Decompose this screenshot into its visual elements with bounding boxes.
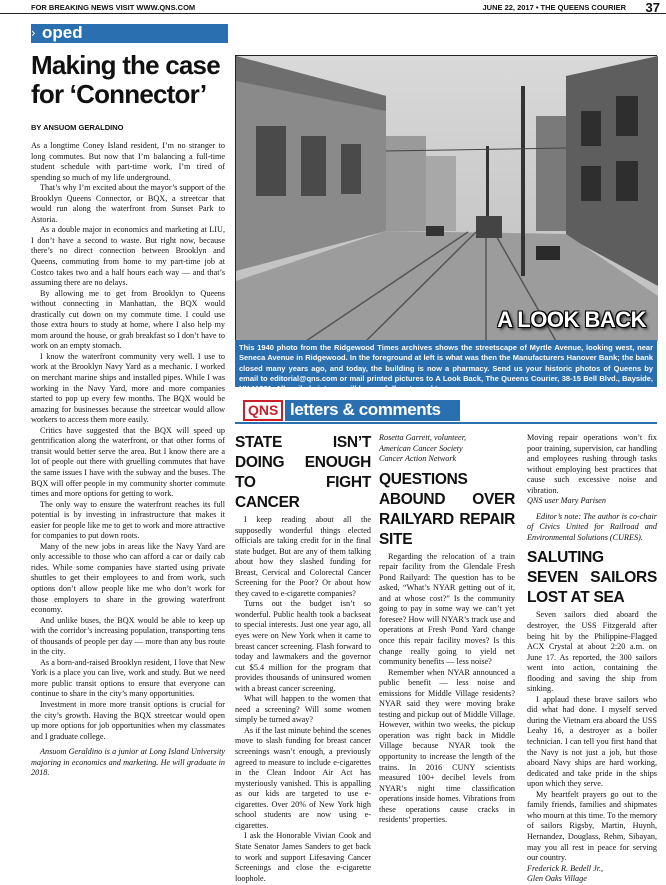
article-byline: BY ANSUOM GERALDINO xyxy=(31,123,124,132)
section-label: oped xyxy=(42,23,83,42)
letter-headline: STATE ISN’T DOING ENOUGH TO FIGHT CANCER xyxy=(235,434,371,511)
letter-signature-line: Frederick R. Bedell Jr., xyxy=(527,863,604,873)
letter-paragraph: As if the last minute behind the scenes move to slash funding for breast cancer screenings wasn’t enough, a previously agreed to measure to include e-cigarettes in the Clean Indoor Air Act has mysteriously vanished. This is appalling as our kids are targeted to use e-cigarettes. Over 20% of New York high school students are now using e-cigarettes. xyxy=(235,725,371,830)
letter-paragraph: Turns out the budget isn’t so wonderful. Public health took a backseat to special interests. Just one year ago, all eyes were on New York when it came to breast cancer screening. Flash forward to today and lawmakers and the governor cut $5.4 million for the program that provides thousands of uninsured women with a breast cancer screening. xyxy=(235,599,371,693)
article-paragraph: As a double major in economics and marketing at LIU, I don’t have a second to waste. But right now, because there’s no direct connection between Brooklyn and Queens, commuting from home to my part-time job at Costco takes two and a half hours each way — and that’s assuming there are no delays. xyxy=(31,225,225,288)
street-scene-illustration xyxy=(236,56,658,341)
letters-section-banner xyxy=(235,397,657,424)
author-bio: Ansuom Geraldino is a junior at Long Island University majoring in economics and marketing. He will graduate in 2018. xyxy=(31,747,225,778)
qns-logo: QNS xyxy=(243,400,283,421)
letter-signature-line: QNS user Mary Parisen xyxy=(527,496,606,506)
article-paragraph: Many of the new jobs in areas like the Navy Yard are only accessible to those who can afford a car or daily cab rides. While some companies have started using private shuttles to get their employees to and from work, such options don’t allow people like me who don’t work for those employers to share in the growing waterfront economy. xyxy=(31,541,225,615)
chevron-right-icon: › xyxy=(31,26,36,40)
letter-paragraph: I keep reading about all the supposedly wonderful things elected officials are taking credit for in the final state budget. But are any of them talking about how they slashed funding for Breast, Cervical and Colorectal Cancer Screening for the Poor? Or about how they caved to e-cigarette companies? xyxy=(235,515,371,598)
article-paragraph: That’s why I’m excited about the mayor’s support of the Brooklyn Queens Connector, or BQX, a streetcar that would run along the waterfront from Sunset Park to Astoria. xyxy=(31,183,225,224)
article-paragraph: By allowing me to get from Brooklyn to Queens without connecting in Manhattan, the BQX would drastically cut down on my commute time. I could use those extra hours to study at home, where I also help my mom around the house, or grab breakfast so I don’t have to work on an empty stomach. xyxy=(31,288,225,351)
article-body xyxy=(31,141,225,779)
article-headline: Making the case for ‘Connector’ xyxy=(31,50,220,109)
letter-headline: SALUTING SEVEN SAILORS LOST AT SEA xyxy=(527,549,657,607)
article-paragraph: I know the waterfront community very well. I use to work at the Brooklyn Navy Yard as a mechanic. I worked on merchant marine ships and installed pipes. While I was working in the Navy Yard, more and more companies started to pop up every few months. The BQX would be amazing for businesses because the streetcar would allow workers to access them more easily. xyxy=(31,351,225,425)
letters-column-right xyxy=(527,433,657,885)
header-date-publication: JUNE 22, 2017 • THE QUEENS COURIER xyxy=(482,3,626,12)
article-paragraph: As a longtime Coney Island resident, I’m no stranger to long commutes. But now that I’m balancing a full-time student schedule with part-time work, I’m tired of spending so much of my life underground. xyxy=(31,141,225,182)
letter-paragraph: What will happen to the women that need a screening? Will some women simply be turned away? xyxy=(235,694,371,725)
page-number: 37 xyxy=(645,0,660,15)
a-look-back-title: A LOOK BACK xyxy=(497,307,646,332)
letter-paragraph: My heartfelt prayers go out to the family friends, families and shipmates who mourn at this time. To the memory of sailors Rigsby, Martin, Huynh, Hernandez, Douglass, Rehm, Sibayan, may you all rest in peace for serving our country. xyxy=(527,789,657,863)
page-header xyxy=(0,0,666,14)
letter-paragraph: Regarding the relocation of a train repair facility from the Glendale Fresh Pond Railyard: The question has to be asked, “What’s NYAR getting out of it, and at whose cost?” Is the community going to pay in some way we can’t yet foresee? How will NYAR’s track use and operations at Fresh Pond Yard change once this repair facility moves? Is this change really going to yield net community benefits — less noise? xyxy=(379,551,515,667)
header-website: FOR BREAKING NEWS VISIT WWW.QNS.COM xyxy=(31,3,196,12)
letter-signature-line: Rosetta Garrett, volunteer, xyxy=(379,433,467,442)
article-paragraph: The only way to ensure the waterfront reaches its full potential is by investing in infrastructure that makes it easier for people like me to get to work and more attractive for companies to put down roots. xyxy=(31,499,225,541)
letter-headline: QUESTIONS ABOUND OVER RAILYARD REPAIR SITE xyxy=(379,470,515,548)
article-paragraph: And unlike buses, the BQX would be able to keep up with the corridor’s increasing population, transporting tens of thousands of people per day — more than any bus route in the city. xyxy=(31,615,225,657)
historic-street-photo xyxy=(235,55,657,340)
editors-note: Editor’s note: The author is co-chair of Civics United for Railroad and Environmental Solutions (CURES). xyxy=(527,511,657,542)
article-paragraph: Investment in more more transit options is crucial for the city’s growth. Having the BQX streetcar would open up more options for job opportunities when my classmates and I graduate college. xyxy=(31,699,225,741)
letters-column-middle xyxy=(379,433,515,826)
letter-signature-line: American Cancer Society xyxy=(379,443,463,453)
letter-signature-line: Cancer Action Network xyxy=(379,454,457,464)
section-banner-oped xyxy=(31,24,228,43)
letter-paragraph: Seven sailors died aboard the destroyer, the USS Fitzgerald after being hit by the Philippine-Flagged ACX Crystal at about 2:20 a.m. on June 17. As reported, the 300 sailors went into action, containing the flooding and saving the ship from sinking. xyxy=(527,610,657,694)
letter-paragraph: I applaud these brave sailors who did what had done. I myself served during the Vietnam era aboard the USS Leahy 16, a destroyer as a boiler technician. I can tell you first hand that the Navy is not just a job, but those aboard Navy ships are hard working, dedicated and take pride in the ships upon which they serve. xyxy=(527,694,657,789)
article-paragraph: As a born-and-raised Brooklyn resident, I love that New York is a place you can live, work and study. But we need more public transit options to ensure that everyone can continue to share in the city’s many opportunities. xyxy=(31,657,225,699)
letter-paragraph: I ask the Honorable Vivian Cook and State Senator James Sanders to get back to work and support Lifesaving Cancer Screenings and close the e-cigarette loophole. xyxy=(235,831,371,883)
letters-section-title: letters & comments xyxy=(290,400,441,419)
letter-signature-line: Glen Oaks Village xyxy=(527,874,587,884)
letter-paragraph: Remember when NYAR announced a public benefit — less noise and emissions for Middle Village residents? NYAR said they were moving brake testing and pickup out of Middle Village. However, within two weeks, the pickup operation was right back in Middle Village because NYAR took the opportunity to increase the length of the trains. In 2016 CUNY scientists measured 100+ decibel levels from NYAR’s night time classification operations inside homes. Vibrations from these operations cause cracks in residents’ properties. xyxy=(379,667,515,825)
article-paragraph: Critics have suggested that the BQX will speed up gentrification along the waterfront, or that other forms of transit would better serve the area. But I know there are a lot of people out there with gruelling commutes that have the same issues I have with the subway and the buses. The BQX will offer people in my community shorter commute times and more options for getting to work. xyxy=(31,425,225,499)
letter-paragraph: Moving repair operations won’t fix poor training, supervision, car handling and employees rushing through tasks without employing best practices that cause such excessive noise and vibration. xyxy=(527,433,657,495)
letter-cancer-funding xyxy=(235,433,371,884)
photo-caption: This 1940 photo from the Ridgewood Times archives shows the streetscape of Myrtle Avenue, looking west, near Seneca Avenue in Ridgewood. In the foreground at left is what was then the Manufacturers Hanover Bank; the bank closed many years ago, and today, the building is now a pharmacy. Send us your historic photos of Queens by email to editorial@qns.com or mail printed pictures to A Look Back, The Queens Courier, 38-15 Bell Blvd., Bayside, NY 11361. All mailed pictures will be carefully returned to you. xyxy=(235,340,657,387)
